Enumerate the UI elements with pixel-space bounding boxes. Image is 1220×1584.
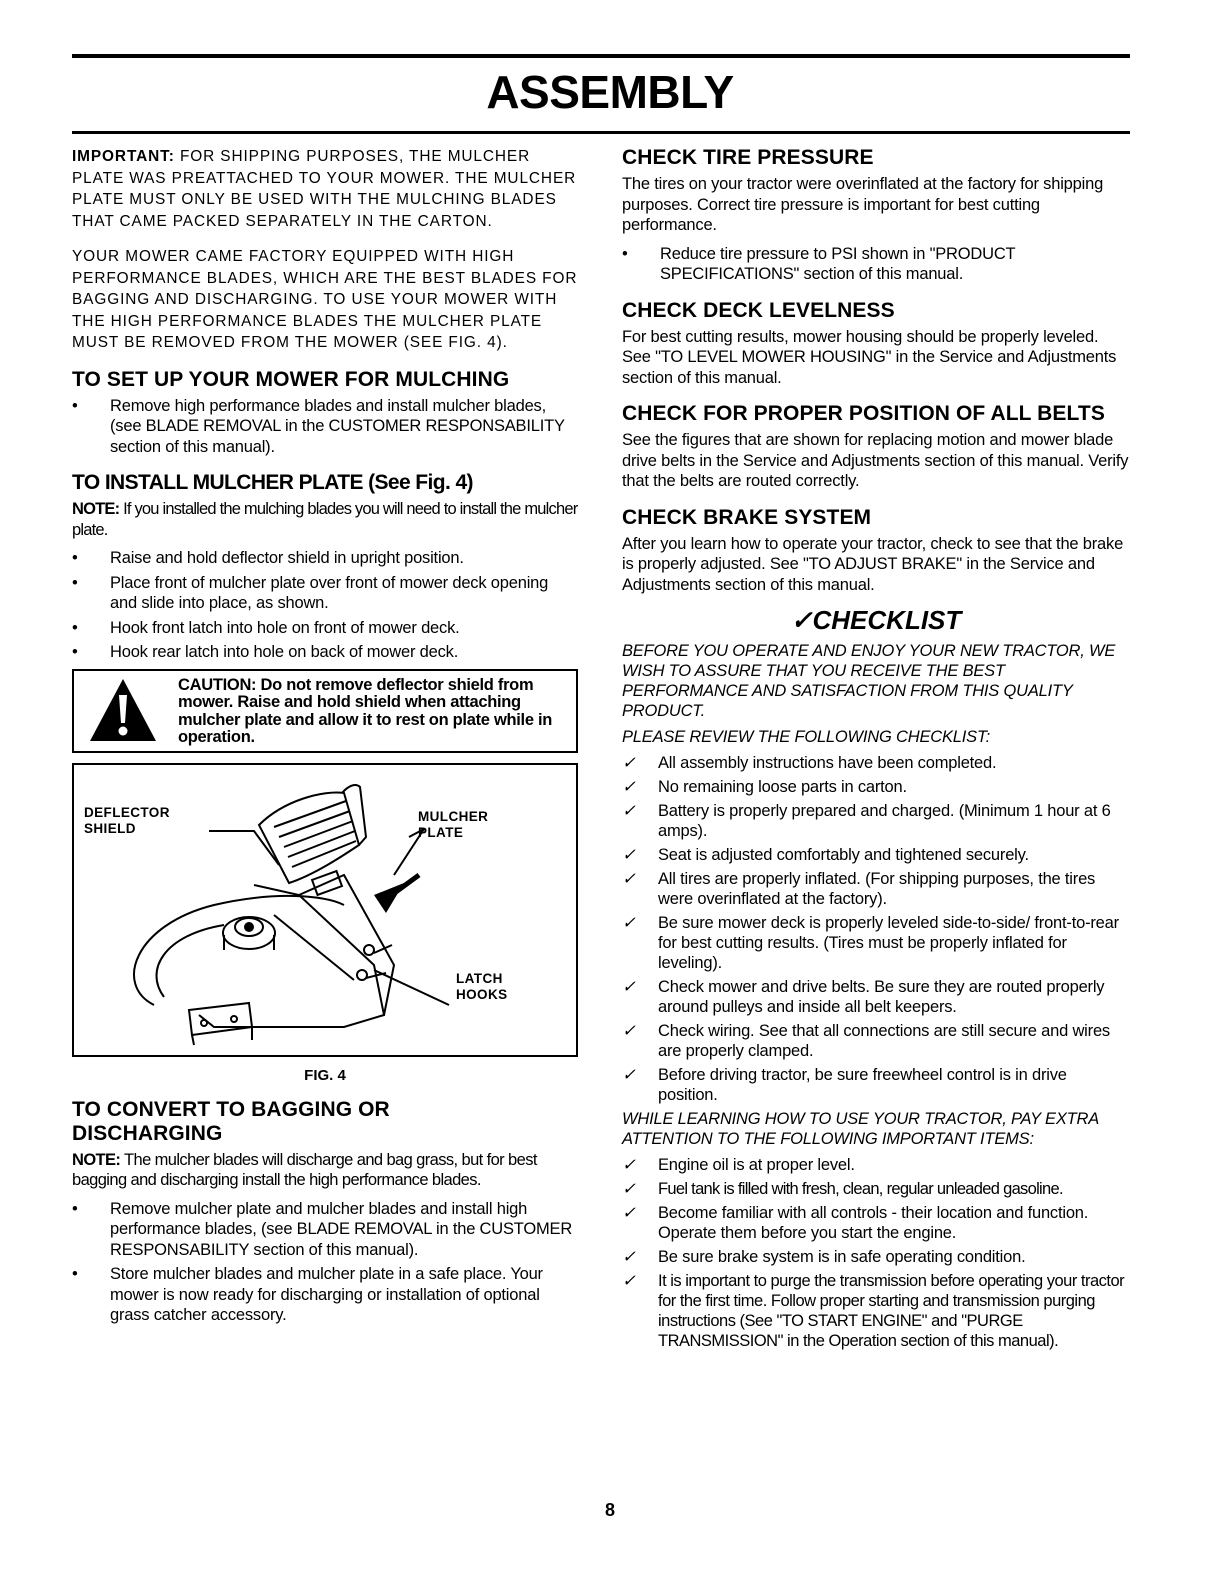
check-icon: ✓ [622, 1180, 636, 1198]
list-item: ✓ Check mower and drive belts. Be sure they are routed properly around pulleys and inside all belt keepers. [622, 978, 1105, 1016]
check-icon: ✓ [622, 1066, 636, 1084]
top-rule [72, 54, 1130, 58]
list-item: • Hook front latch into hole on front of mower deck. [72, 618, 460, 637]
check-icon: ✓ [622, 1022, 636, 1040]
belts-text: See the figures that are shown for replacing motion and mower blade drive belts in the Service and Adjustments section of this manual. Verify that the belts are routed correctly. [622, 431, 1129, 490]
check-icon: ✓ [622, 1204, 636, 1222]
tire-heading: CHECK TIRE PRESSURE [622, 146, 874, 169]
list-item: ✓ Be sure brake system is in safe operating condition. [622, 1248, 1026, 1266]
brake-heading: CHECK BRAKE SYSTEM [622, 505, 872, 529]
checklist-intro: BEFORE YOU OPERATE AND ENJOY YOUR NEW TRACTOR, WE WISH TO ASSURE THAT YOU RECEIVE THE BEST PERFORMANCE AND SATISFACTION FROM THIS QUALITY PRODUCT. [622, 642, 1116, 720]
list-item: • Hook rear latch into hole on back of mower deck. [72, 643, 459, 661]
list-item: ✓ No remaining loose parts in carton. [622, 778, 907, 796]
check-icon: ✓ [622, 778, 636, 796]
learning-items [622, 1155, 1130, 1351]
important-text: FOR SHIPPING PURPOSES, THE MULCHER PLATE WAS PREATTACHED TO YOUR MOWER. THE MULCHER PLATE MUST ONLY BE USED WITH THE MULCHING BLADES THAT CAME PACKED SEPARATELY IN THE CARTON. [72, 148, 577, 230]
list-item: ✓ Engine oil is at proper level. [622, 1156, 855, 1174]
check-icon: ✓ [622, 1248, 636, 1266]
factory-notice: YOUR MOWER CAME FACTORY EQUIPPED WITH HIGH PERFORMANCE BLADES, WHICH ARE THE BEST BLADES FOR BAGGING AND DISCHARGING. TO USE YOUR MOWER WITH THE HIGH PERFORMANCE BLADES THE MULCHER PLATE MUST BE REMOVED FROM THE MOWER (SEE FIG. 4). [72, 248, 578, 351]
deck-text: For best cutting results, mower housing should be properly leveled. See "TO LEVEL MOWER HOUSING" in the Service and Adjustments section of this manual. [622, 327, 1117, 387]
setup-heading: TO SET UP YOUR MOWER FOR MULCHING [72, 367, 510, 391]
check-icon: ✓ [622, 870, 636, 888]
warning-triangle-icon [88, 677, 158, 743]
list-item: ✓ Become familiar with all controls - their location and function. Operate them before you start the engine. [622, 1204, 1089, 1242]
important-label: IMPORTANT: [72, 148, 175, 165]
check-icon: ✓ [622, 914, 636, 932]
list-item: ✓ Fuel tank is filled with fresh, clean, regular unleaded gasoline. [622, 1180, 1063, 1198]
check-icon: ✓ [622, 1156, 636, 1174]
install-heading: TO INSTALL MULCHER PLATE (See Fig. 4) [72, 471, 473, 494]
convert-heading: TO CONVERT TO BAGGING OR DISCHARGING [72, 1097, 390, 1145]
latch-hooks-label: LATCH HOOKS [456, 970, 508, 1002]
list-item: ✓ All tires are properly inflated. (For shipping purposes, the tires were overinflated at the factory). [622, 870, 1096, 908]
brake-text: After you learn how to operate your tractor, check to see that the brake is properly adjusted. See "TO ADJUST BRAKE" in the Service and Adjustments section of this manual. [622, 534, 1124, 594]
page-number: 8 [604, 1500, 615, 1520]
check-icon: ✓ [622, 1272, 636, 1290]
checklist-review: PLEASE REVIEW THE FOLLOWING CHECKLIST: [622, 728, 991, 746]
convert-note: NOTE: The mulcher blades will discharge and bag grass, but for best bagging and discharging install the high performance blades. [72, 1150, 537, 1189]
install-note: NOTE: If you installed the mulching blades you will need to install the mulcher plate. [72, 500, 578, 539]
list-item: ✓ All assembly instructions have been completed. [622, 754, 997, 772]
check-icon: ✓ [622, 754, 636, 772]
check-icon: ✓ [622, 846, 636, 864]
list-item: • Store mulcher blades and mulcher plate in a safe place. Your mower is now ready for discharging or installation of optional grass catcher accessory. [72, 1265, 543, 1324]
list-item: ✓ Battery is properly prepared and charged. (Minimum 1 hour at 6 amps). [622, 802, 1111, 840]
list-item: • Remove high performance blades and install mulcher blades, (see BLADE REMOVAL in the CUSTOMER RESPONSABILITY section of this manual). [72, 396, 565, 456]
install-list [72, 548, 578, 663]
figure-4 [72, 763, 578, 1057]
list-item: ✓ Seat is adjusted comfortably and tightened securely. [622, 846, 1029, 864]
list-item: • Reduce tire pressure to PSI shown in "PRODUCT SPECIFICATIONS" section of this manual. [622, 244, 1016, 283]
tire-list [622, 244, 1130, 285]
setup-list [72, 396, 578, 458]
title-rule [72, 131, 1130, 134]
list-item: • Place front of mulcher plate over front of mower deck opening and slide into place, as shown. [72, 573, 549, 612]
list-item: ✓ Check wiring. See that all connections are still secure and wires are properly clamped. [622, 1022, 1110, 1060]
figure-caption: FIG. 4 [304, 1066, 346, 1084]
learning-intro: WHILE LEARNING HOW TO USE YOUR TRACTOR, PAY EXTRA ATTENTION TO THE FOLLOWING IMPORTANT ITEMS: [622, 1110, 1099, 1148]
check-icon: ✓ [622, 802, 636, 820]
caution-box [72, 669, 578, 753]
right-column [622, 146, 1130, 1355]
checklist-items [622, 753, 1130, 1105]
list-item: • Raise and hold deflector shield in upright position. [72, 549, 464, 567]
list-item: • Remove mulcher plate and mulcher blades and install high performance blades, (see BLADE REMOVAL in the CUSTOMER RESPONSABILITY section of this manual). [72, 1199, 573, 1259]
mulcher-plate-label: MULCHER PLATE [418, 808, 489, 840]
important-notice [72, 146, 578, 232]
convert-list [72, 1199, 578, 1326]
check-icon: ✓ [622, 978, 636, 996]
checklist-title: ✓CHECKLIST [790, 605, 962, 635]
belts-heading: CHECK FOR PROPER POSITION OF ALL BELTS [622, 402, 1105, 425]
page-title: ASSEMBLY [486, 66, 734, 118]
list-item: ✓ Be sure mower deck is properly leveled side-to-side/ front-to-rear for best cutting results. (Tires must be properly inflated for leveling). [622, 914, 1119, 972]
tire-text: The tires on your tractor were overinflated at the factory for shipping purposes. Correct tire pressure is important for best cutting performance. [622, 175, 1104, 234]
deck-heading: CHECK DECK LEVELNESS [622, 298, 895, 322]
caution-text: CAUTION: Do not remove deflector shield from mower. Raise and hold shield when attaching mulcher plate and allow it to rest on plate while in operation. [178, 675, 553, 746]
deflector-shield-label: DEFLECTOR SHIELD [84, 804, 170, 836]
list-item: ✓ Before driving tractor, be sure freewheel control is in drive position. [622, 1066, 1067, 1104]
list-item: ✓ It is important to purge the transmission before operating your tractor for the first time. Follow proper starting and transmission purging instructions (See "TO START ENGINE" and "PURGE TRANSMISSION" in the Operation section of this manual). [622, 1272, 1125, 1350]
left-column [72, 146, 578, 1330]
